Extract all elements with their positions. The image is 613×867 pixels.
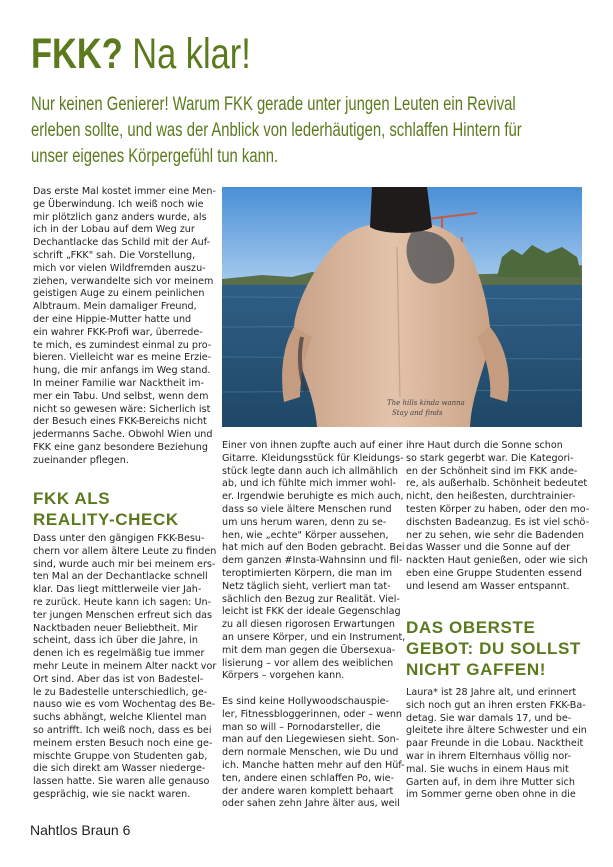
photo-illustration [222, 187, 582, 427]
text-line: teroptimierten Körpern, die man im [222, 567, 393, 579]
text-line: ler, Fitnessbloggerinnen, oder – wenn [222, 708, 403, 720]
text-line: ich in der Lobau auf dem Weg zur [33, 224, 195, 236]
text-line: ter jungen Menschen erfreut sich das [33, 609, 213, 621]
text-line: detag. Sie war damals 17, und be- [406, 712, 572, 724]
text-line: nicht so gewesen wäre: Sicherlich ist [33, 403, 211, 415]
column-3-top [406, 440, 589, 594]
text-line: nauso wie es vom Wochentag des Be- [33, 699, 216, 711]
text-line: ziehen, verwandelte sich vor meinem [33, 275, 214, 287]
text-line: um uns herum waren, denn zu se- [222, 516, 387, 528]
text-line: testen Körper zu haben, oder den mo- [406, 503, 590, 515]
text-line: schrift „FKK" sah. Die Vorstellung, [33, 249, 196, 261]
title-bold: FKK? [31, 30, 123, 78]
text-line: mit dem man gegen die Übersexua- [222, 644, 396, 656]
text-line: Laura* ist 28 Jahre alt, und erinnert [406, 687, 577, 698]
article-photo [222, 187, 582, 427]
lead-line: Nur keinen Genierer! Warum FKK gerade unter jungen Leuten ein Revival [31, 94, 516, 115]
lead-line: erleben sollte, und was der Anblick von lederhäutigen, schlaffen Hintern für [31, 120, 522, 141]
text-line: Gitarre. Kleidungsstück für Kleidungs- [222, 452, 404, 464]
text-line: gleitete ihre ältere Schwester und ein [406, 725, 587, 737]
text-line: die sich direkt am Wasser niederge- [33, 763, 206, 775]
text-line: ihre Haut durch die Sonne schon [406, 440, 563, 451]
text-line: oder sahen zehn Jahre älter aus, weil [222, 798, 400, 810]
text-line: denen ich es regelmäßig tue immer [33, 648, 205, 660]
text-line: so stark gegerbt war. Die Kategori- [406, 452, 574, 464]
text-line: jedermanns Sache. Obwohl Wien und [33, 429, 213, 441]
column-2 [222, 440, 405, 811]
text-line: ge Überwindung. Ich weiß noch wie [33, 198, 204, 210]
column-3-body [406, 687, 587, 802]
text-line: mer ein Tabu. Und selbst, wenn dem [33, 390, 209, 402]
text-line: das Wasser und die Sonne auf der [406, 542, 571, 554]
text-line: sächlich den Bezug zur Realität. Viel- [222, 593, 400, 605]
text-line: klar. Das liegt mittlerweile vier Jah- [33, 584, 202, 596]
column-1-intro [33, 186, 216, 468]
lead-paragraph [31, 92, 569, 170]
text-line: bieren. Vielleicht war es meine Erzie- [33, 352, 212, 364]
text-line: meinem ersten Besuch noch eine ge- [33, 737, 213, 749]
section-heading-reality-check [33, 488, 179, 530]
text-line: Dechantlacke das Schild mit der Auf- [33, 237, 211, 249]
tattoo-text-line: Stay and finds [392, 409, 443, 417]
text-line: ten Mal an der Dechantlacke schnell [33, 571, 208, 583]
text-line: re, als außerhalb. Schönheit bedeutet [406, 478, 588, 490]
text-line: Körpers – vorgehen kann. [222, 670, 345, 682]
text-line: der eine Hippie-Mutter hatte und [33, 313, 192, 325]
text-line: suchs abhängt, welche Klientel man [33, 712, 207, 724]
text-line: stück legte dann auch ich allmählich [222, 465, 398, 477]
text-line: te mich, es zumindest einmal zu pro- [33, 339, 212, 351]
text-line: im Sommer gerne oben ohne in die [406, 789, 576, 801]
text-line: Albtraum. Mein damaliger Freund, [33, 301, 197, 313]
text-line: mischte Gruppe von Studenten gab, [33, 750, 208, 762]
text-line: mal. Sie wuchs in einem Haus mit [406, 763, 569, 775]
text-line: paar Freunde in die Lobau. Nacktheit [406, 738, 584, 750]
text-line: Einer von ihnen zupfte auch auf einer [222, 440, 403, 451]
text-line: zu all diesen rigorosen Erwartungen [222, 619, 395, 631]
text-line: ab, und ich fühlte mich immer wohl- [222, 478, 396, 490]
text-line: hen, wie „echte" Körper aussehen, [222, 529, 389, 541]
text-line: geistigen Auge zu einem peinlichen [33, 288, 205, 300]
text-line: Es sind keine Hollywoodschauspie- [222, 695, 390, 707]
text-line: Das erste Mal kostet immer eine Men- [33, 186, 216, 197]
column-1-body [33, 533, 216, 802]
text-line: Netz täglich sieht, verliert man tat- [222, 580, 391, 592]
text-line: sind, wurde auch mir bei meinem ers- [33, 558, 216, 570]
text-line: ein wahrer FKK-Profi war, überrede- [33, 326, 203, 338]
text-line: hung, die mir anfangs im Weg stand. [33, 365, 211, 377]
heading-line: REALITY-CHECK [33, 510, 179, 529]
text-line: er. Irgendwie beruhigte es mich auch, [222, 491, 404, 503]
text-line: Dass unter den gängigen FKK-Besu- [33, 533, 205, 544]
text-line: scheint, dass ich über die Jahre, in [33, 635, 198, 647]
text-line: Ort sind. Aber das ist von Badestel- [33, 673, 204, 685]
text-line: chern vor allem ältere Leute zu finden [33, 545, 217, 557]
text-line: hat mich auf den Boden gebracht. Bei [222, 542, 405, 554]
title-light: Na klar! [132, 30, 251, 78]
heading-line: DAS OBERSTE [406, 618, 536, 637]
text-line: dem ganzen #Insta-Wahnsinn und fil- [222, 555, 403, 567]
text-line: mich vor vielen Wildfremden auszu- [33, 262, 206, 274]
text-line: und lesend am Wasser entspannt. [406, 580, 570, 592]
page-footer: Nahtlos Braun 6 [30, 822, 131, 838]
text-line: lassen hatte. Sie waren alle genauso [33, 776, 210, 788]
text-line: leicht ist FKK der ideale Gegenschlag [222, 606, 401, 618]
text-line: lisierung – vor allem des weiblichen [222, 657, 394, 669]
section-heading-oberstes-gebot [406, 617, 581, 680]
text-line: sich noch gut an ihren ersten FKK-Ba- [406, 699, 586, 711]
text-line: man auf den Liegewiesen sieht. Son- [222, 734, 400, 746]
text-line: le zu Badestelle unterschiedlich, ge- [33, 686, 208, 698]
text-line: dischsten Badeanzug. Es ist viel schö- [406, 516, 590, 528]
text-line: eben eine Gruppe Studenten essend [406, 567, 582, 579]
text-line: ich. Manche hatten mehr auf den Hüf- [222, 759, 405, 771]
text-line: der andere waren komplett behaart [222, 785, 394, 797]
text-line: ten, andere einen schlaffen Po, wie- [222, 772, 394, 784]
text-line: dass so viele ältere Menschen rund [222, 503, 392, 515]
text-line [222, 683, 405, 696]
article-title [31, 28, 251, 80]
text-line: an unsere Körper, und ein Instrument, [222, 631, 406, 643]
text-line: re zurück. Heute kann ich sagen: Un- [33, 596, 212, 608]
text-line: man so will – Pornodarsteller, die [222, 721, 381, 733]
heading-line: NICHT GAFFEN! [406, 660, 547, 679]
text-line: Nacktbaden neuer Beliebtheit. Mir [33, 622, 198, 634]
lead-line: unser eigenes Körpergefühl tun kann. [31, 146, 279, 167]
text-line: nicht, den heißesten, durchtrainier- [406, 491, 576, 503]
text-line: mehr Leute in meinem Alter nackt vor [33, 660, 217, 672]
text-line: en der Schönheit sind im FKK ande- [406, 465, 578, 477]
heading-line: GEBOT: DU SOLLST [406, 639, 581, 658]
heading-line: FKK ALS [33, 489, 111, 508]
text-line: so antrifft. Ich weiß noch, dass es bei [33, 724, 212, 736]
text-line: nackten Haut genießen, oder wie sich [406, 555, 588, 567]
text-line: der Besuch eines FKK-Bereichs nicht [33, 416, 207, 428]
text-line: mir plötzlich ganz anders wurde, als [33, 211, 207, 223]
text-line: gesprächig, wie sie nackt waren. [33, 788, 191, 800]
text-line: ner zu sehen, wie sehr die Badenden [406, 529, 584, 541]
text-line: In meiner Familie war Nacktheit im- [33, 377, 204, 389]
tattoo-text-line: The hills kinda wanna [387, 399, 465, 407]
text-line: FKK eine ganz besondere Beziehung [33, 441, 208, 453]
text-line: dern normale Menschen, wie Du und [222, 747, 399, 759]
text-line: Garten auf, in dem ihre Mutter sich [406, 776, 575, 788]
text-line: war in ihrem Elternhaus völlig nor- [406, 750, 572, 762]
text-line: zueinander pflegen. [33, 454, 129, 466]
